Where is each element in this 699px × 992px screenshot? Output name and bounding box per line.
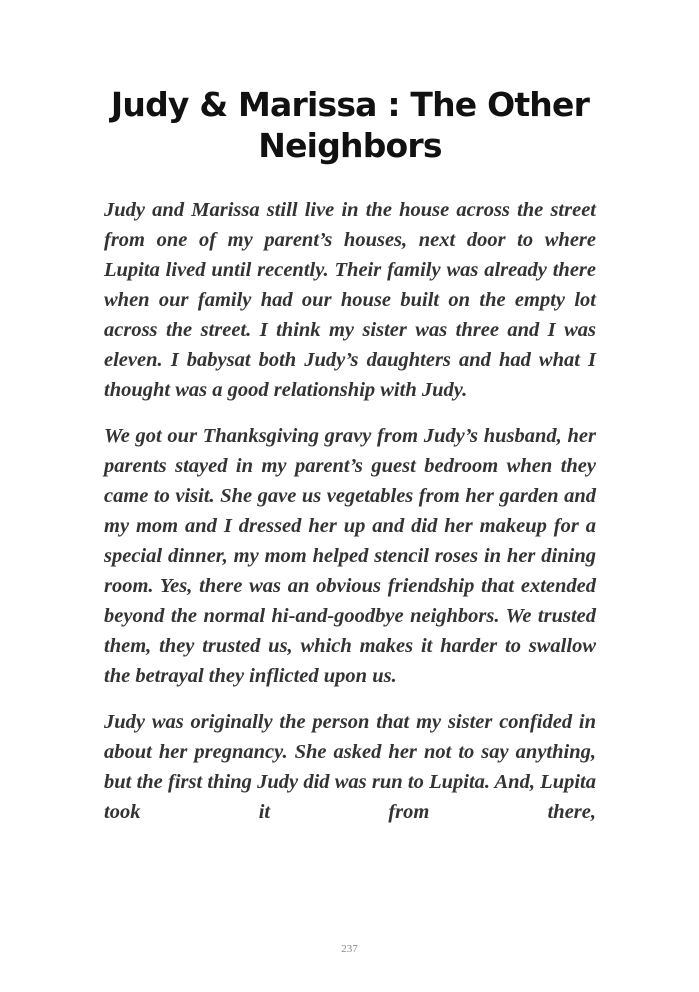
page-number: 237 bbox=[341, 943, 358, 955]
paragraph-1: Judy and Marissa still live in the house across the street from one of my parent’s houses, next door to where Lupita lived until recently. Their family was already there when our family had our house built on the empty lot across the street. I think my sister was three and I was eleven. I babysat both Judy’s daughters and had what I thought was a good relationship with Judy. bbox=[104, 199, 596, 401]
paragraph-2: We got our Thanksgiving gravy from Judy’s husband, her parents stayed in my parent’s guest bedroom when they came to visit. She gave us vegetables from her garden and my mom and I dressed her up and did her makeup for a special dinner, my mom helped stencil roses in her dining room. Yes, there was an obvious friendship that extended beyond the normal hi-and-goodbye neighbors. We trusted them, they trusted us, which makes it harder to swallow the betrayal they inflicted upon us. bbox=[104, 425, 596, 687]
paragraph-3: Judy was originally the person that my sister confided in about her pregnancy. She asked her not to say anything, but the first thing Judy did was run to Lupita. And, Lupita took it from there, bbox=[104, 711, 596, 823]
chapter-title: Judy & Marissa : The Other Neighbors bbox=[110, 85, 590, 165]
body-text bbox=[104, 195, 596, 843]
